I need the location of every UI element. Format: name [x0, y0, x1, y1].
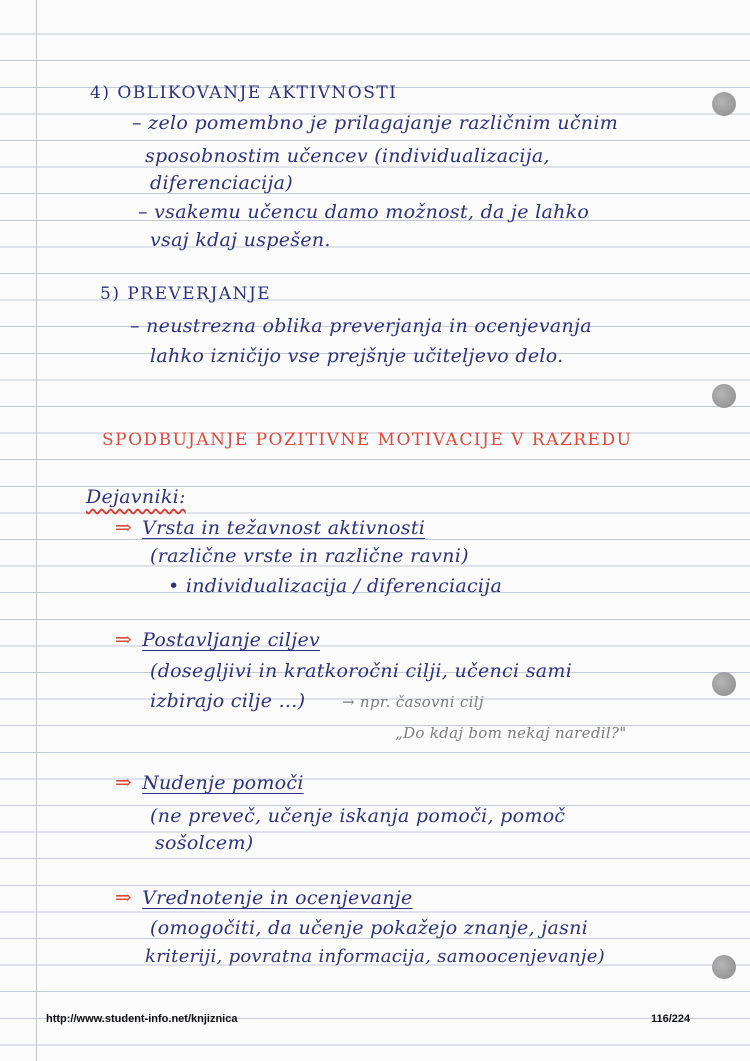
motivation-title: SPODBUJANJE POZITIVNE MOTIVACIJE V RAZREDU: [102, 430, 633, 450]
section-4-bullet-1-line-1: – zelo pomembno je prilagajanje različnim učnim: [132, 112, 619, 134]
factor-1-title: Vrsta in težavnost aktivnosti: [142, 517, 426, 539]
binder-hole: [712, 672, 736, 696]
section-5-line-2: lahko izničijo vse prejšnje učiteljevo delo.: [150, 345, 564, 367]
factor-2-note-line-2: „Do kdaj bom nekaj naredil?": [395, 724, 627, 742]
arrow-icon: ⇒: [115, 885, 133, 909]
section-4-bullet-2-line-1: – vsakemu učencu damo možnost, da je lahko: [138, 201, 590, 223]
section-4-bullet-1-line-3: diferenciacija): [150, 172, 293, 194]
footer-url[interactable]: http://www.student-info.net/knjiznica: [46, 1013, 238, 1025]
factor-1-point: • individualizacija / diferenciacija: [168, 575, 503, 597]
factors-label: Dejavniki:: [86, 486, 186, 508]
section-5-line-1: – neustrezna oblika preverjanja in ocenjevanja: [130, 315, 592, 337]
factor-4-line-2: kriteriji, povratna informacija, samoocenjevanje): [145, 946, 606, 967]
arrow-icon: ⇒: [115, 515, 133, 539]
section-4-bullet-2-line-2: vsaj kdaj uspešen.: [150, 229, 331, 251]
factor-4-title-row: [115, 885, 413, 909]
binder-hole: [712, 955, 736, 979]
factor-4-line-1: (omogočiti, da učenje pokažejo znanje, jasni: [150, 917, 589, 939]
factor-3-line-1: (ne preveč, učenje iskanja pomoči, pomoč: [150, 805, 566, 827]
factor-3-title-row: [115, 770, 304, 794]
binder-hole: [712, 92, 736, 116]
arrow-icon: ⇒: [115, 770, 133, 794]
factor-1-line-1: (različne vrste in različne ravni): [150, 545, 469, 567]
section-4-heading: 4) OBLIKOVANJE AKTIVNOSTI: [90, 83, 398, 103]
factor-2-title: Postavljanje ciljev: [142, 629, 321, 651]
arrow-icon: ⇒: [115, 627, 133, 651]
factor-2-title-row: [115, 627, 320, 651]
section-5-heading: 5) PREVERJANJE: [100, 284, 272, 304]
factor-3-line-2: sošolcem): [155, 832, 254, 854]
factor-3-title: Nudenje pomoči: [142, 772, 304, 794]
factor-2-line-1: (dosegljivi in kratkoročni cilji, učenci sami: [150, 660, 573, 682]
factor-4-title: Vrednotenje in ocenjevanje: [142, 887, 413, 909]
footer-page-number: 116/224: [651, 1013, 691, 1025]
section-4-bullet-1-line-2: sposobnostim učencev (individualizacija,: [145, 145, 550, 167]
factor-1-title-row: [115, 515, 425, 539]
margin-line: [36, 0, 37, 1061]
factor-2-line-2: izbirajo cilje ...): [150, 690, 306, 712]
binder-hole: [712, 384, 736, 408]
factor-2-note-line-1: → npr. časovni cilj: [342, 693, 484, 711]
